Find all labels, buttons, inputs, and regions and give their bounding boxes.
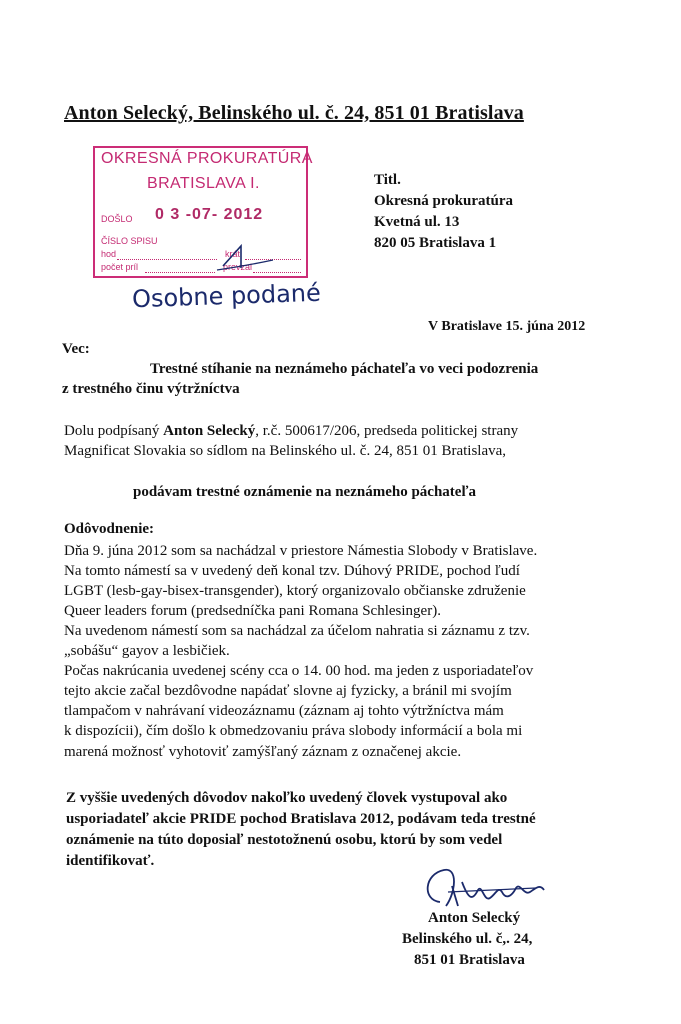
stamp-received-by-label: prevzal	[223, 262, 253, 272]
sender-address-header: Anton Selecký, Belinského ul. č. 24, 851 01 Bratislava	[64, 102, 524, 124]
reasoning-line: marená možnosť vyhotoviť zamýšľaný záznam z označenej akcie.	[64, 744, 462, 760]
reasoning-line: tejto akcie začal bezdôvodne napádať slovne aj fyzicky, a bránil mi svojím	[64, 683, 512, 699]
recipient-street: Kvetná ul. 13	[374, 214, 460, 230]
stamp-handwritten-marks-icon	[215, 240, 275, 274]
reasoning-line: Počas nakrúcania uvedenej scény cca o 14. 00 hod. ma jeden z usporiadateľov	[64, 663, 534, 679]
place-and-date: V Bratislave 15. júna 2012	[428, 319, 586, 334]
closing-paragraph	[66, 788, 536, 872]
handwritten-personally-submitted-note: Osobne podané	[131, 278, 322, 314]
reasoning-line: Na tomto námestí sa v uvedený deň konal tzv. Dúhový PRIDE, pochod ľudí	[64, 563, 520, 579]
reasoning-line: Dňa 9. júna 2012 som sa nachádzal v priestore Námestia Slobody v Bratislave.	[64, 543, 538, 559]
reasoning-line: „sobášu“ gayov a lesbičiek.	[64, 643, 230, 659]
recipient-title: Titl.	[374, 172, 401, 188]
stamp-attachments-label: počet príl	[101, 262, 139, 272]
reasoning-line: Queer leaders forum (predsedníčka pani Romana Schlesinger).	[64, 603, 441, 619]
intro-name: Anton Selecký	[163, 423, 256, 439]
stamp-received-date: 0 3 -07- 2012	[155, 206, 264, 223]
stamp-dotted-line	[117, 259, 217, 260]
stamp-hour-label: hod	[101, 249, 117, 259]
stamp-times-label: krát	[225, 249, 241, 259]
intro-prefix: Dolu podpísaný	[64, 423, 164, 439]
reasoning-line: LGBT (lesb-gay-bisex-transgender), ktorý organizovalo občianske združenie	[64, 583, 526, 599]
signer-name: Anton Selecký	[428, 910, 521, 926]
receipt-stamp	[93, 146, 313, 278]
reasoning-line: Na uvedenom námestí som sa nachádzal za účelom nahratia si záznamu z tzv.	[64, 623, 530, 639]
recipient-office: Okresná prokuratúra	[374, 193, 514, 209]
closing-line: usporiadateľ akcie PRIDE pochod Bratislava 2012, podávam teda trestné	[66, 811, 536, 827]
signer-address-city: 851 01 Bratislava	[414, 952, 525, 968]
intro-line-2: Magnificat Slovakia so sídlom na Belinského ul. č. 24, 851 01 Bratislava,	[64, 443, 507, 459]
intro-suffix: , r.č. 500617/206, predseda politickej strany	[255, 423, 519, 439]
declaration: podávam trestné oznámenie na neznámeho páchateľa	[133, 484, 476, 500]
reasoning-line: k dispozícii), čím došlo k obmedzovaniu práva slobody informácií a bola mi	[64, 723, 523, 739]
stamp-dotted-line	[145, 272, 215, 273]
subject-label: Vec:	[62, 341, 90, 357]
stamp-file-number-label: ČÍSLO SPISU	[101, 236, 158, 246]
stamp-office-name: OKRESNÁ PROKURATÚRA	[101, 150, 313, 167]
closing-line: Z vyššie uvedených dôvodov nakoľko uvedený človek vystupoval ako	[66, 790, 508, 806]
recipient-address	[374, 170, 513, 254]
stamp-office-city: BRATISLAVA I.	[147, 175, 260, 192]
signer-address-street: Belinského ul. č,. 24,	[402, 931, 533, 947]
reasoning-line: tlampačom v nahrávaní videozáznamu (záznam aj tohto výtržníctva mám	[64, 703, 504, 719]
subject-line-2: z trestného činu výtržníctva	[62, 381, 240, 397]
closing-line: oznámenie na túto doposiaľ nestotožnenú osobu, ktorú by som vedel	[66, 832, 503, 848]
closing-line: identifikovať.	[66, 853, 155, 869]
reasoning-title: Odôvodnenie:	[64, 521, 155, 537]
stamp-received-label: DOŠLO	[101, 214, 133, 224]
recipient-city: 820 05 Bratislava 1	[374, 235, 497, 251]
intro-line-1	[64, 421, 518, 441]
subject-line-1: Trestné stíhanie na neznámeho páchateľa vo veci podozrenia	[150, 361, 539, 377]
